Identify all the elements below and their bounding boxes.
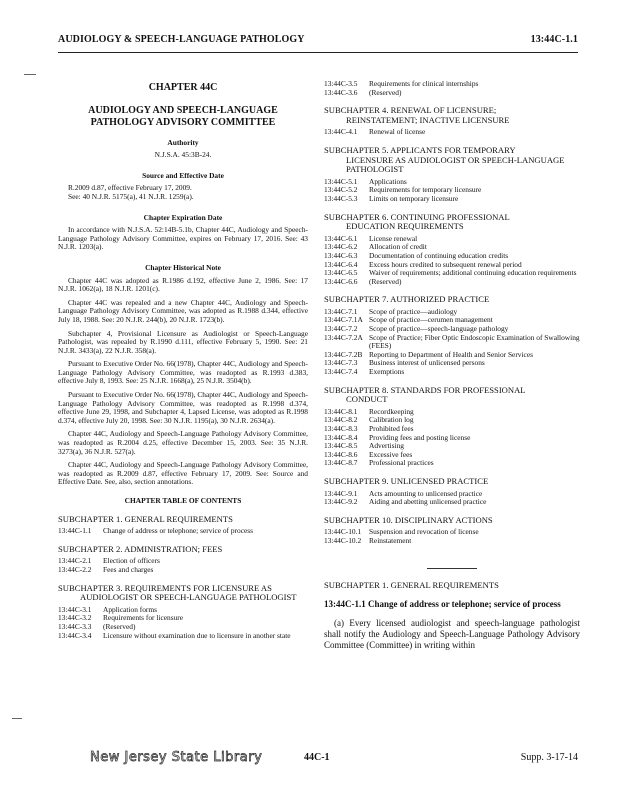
- toc-row[interactable]: 13:44C-9.1 Acts amounting to unlicensed practice: [324, 488, 483, 498]
- toc-row[interactable]: 13:44C-5.1 Applications: [324, 176, 407, 186]
- authority-text: N.J.S.A. 45:3B-24.: [154, 150, 212, 160]
- library-watermark: New Jersey State Library: [90, 750, 263, 765]
- toc-row[interactable]: 13:44C-10.2 Reinstatement: [324, 535, 412, 545]
- subchapter-9: [324, 477, 580, 507]
- toc-row[interactable]: 13:44C-3.2 Requirements for licensure: [58, 613, 184, 623]
- toc-row[interactable]: 13:44C-2.2 Fees and charges: [58, 564, 154, 574]
- subchapter-heading: SUBCHAPTER 2. ADMINISTRATION; FEES: [58, 543, 223, 554]
- history-paragraph: Pursuant to Executive Order No. 66(1978), Chapter 44C, Audiology and Speech-Language Pathology Advisory Committee, was readopted as R.1993 d.383, effective July 8, 1993. See: 25 N.J.R. 1668(a), 25 N.J.R. 3504(b).: [58, 359, 308, 386]
- toc-row[interactable]: 13:44C-5.2 Requirements for temporary licensure: [324, 185, 482, 195]
- toc-row[interactable]: 13:44C-9.2 Aiding and abetting unlicensed practice: [324, 497, 487, 507]
- toc-row[interactable]: 13:44C-2.1 Election of officers: [58, 556, 160, 566]
- toc-row[interactable]: 13:44C-10.1 Suspension and revocation of license: [324, 527, 479, 537]
- chapter-title: AUDIOLOGY AND SPEECH-LANGUAGE PATHOLOGY ADVISORY COMMITTEE: [88, 104, 278, 128]
- toc-row[interactable]: 13:44C-4.1 Renewal of license: [324, 127, 426, 137]
- history-heading: Chapter Historical Note: [145, 262, 221, 272]
- subchapter-heading: SUBCHAPTER 1. GENERAL REQUIREMENTS: [58, 513, 233, 524]
- history-paragraph: Pursuant to Executive Order No. 66(1978), Chapter 44C, Audiology and Speech-Language Pathology Advisory Committee, was readopted as R.1998 d.374, effective June 29, 1998, and Subchapter 4, Lapsed License, was adopted as R.1998 d.374, effective July 20, 1998. See: 30 N.J.R. 1195(a), 30 N.J.R. 2634(a).: [58, 390, 308, 425]
- toc-row[interactable]: 13:44C-3.5 Requirements for clinical internships: [324, 79, 479, 88]
- subchapter-heading: SUBCHAPTER 10. DISCIPLINARY ACTIONS: [324, 514, 493, 525]
- left-column: [58, 80, 308, 640]
- rule-heading: [324, 599, 580, 610]
- toc-row[interactable]: 13:44C-6.2 Allocation of credit: [324, 242, 427, 252]
- expiration-text: In accordance with N.J.S.A. 52:14B-5.1b, Chapter 44C, Audiology and Speech-Language Pathology Advisory Committee, expires on February 17, 2016. See: 43 N.J.R. 1203(a).: [58, 225, 308, 252]
- toc-row[interactable]: 13:44C-1.1 Change of address or telephone; service of process: [58, 526, 254, 536]
- subchapter-10: [324, 516, 580, 546]
- history-paragraph: Chapter 44C was repealed and a new Chapter 44C, Audiology and Speech-Language Pathology Advisory Committee, was adopted as R.1988 d.344, effective July 18, 1988. See: 20 N.J.R. 244(b), 20 N.J.R. 1723(b).: [58, 297, 308, 324]
- subchapter-8: [324, 386, 580, 468]
- subchapter-3: [58, 584, 308, 641]
- rule-number: 13:44C-1.1: [324, 599, 366, 610]
- toc-row[interactable]: 13:44C-3.6 (Reserved): [324, 87, 402, 97]
- toc-row[interactable]: 13:44C-8.2 Calibration log: [324, 415, 414, 425]
- header-rule: [58, 52, 578, 53]
- toc-row[interactable]: 13:44C-3.4 Licensure without examination due to licensure in another state: [58, 630, 291, 640]
- toc-row[interactable]: 13:44C-3.1 Application forms: [58, 604, 157, 614]
- history-paragraph: Chapter 44C, Audiology and Speech-Language Pathology Advisory Committee, was readopted as R.2004 d.25, effective December 15, 2003. See: 35 N.J.R. 3273(a), 36 N.J.R. 527(a).: [58, 429, 308, 456]
- toc-row[interactable]: 13:44C-8.5 Advertising: [324, 441, 404, 451]
- toc-row[interactable]: 13:44C-7.1A Scope of practice—cerumen management: [324, 315, 493, 325]
- subchapter-heading: SUBCHAPTER 5. APPLICANTS FOR TEMPORARY LICENSURE AS AUDIOLOGIST OR SPEECH-LANGUAGE PATHOLOGIST: [324, 144, 565, 175]
- header-section: 13:44C-1.1: [530, 34, 578, 45]
- subchapter-heading: SUBCHAPTER 6. CONTINUING PROFESSIONAL EDUCATION REQUIREMENTS: [324, 211, 510, 232]
- subchapter-6: [324, 213, 580, 287]
- toc-row[interactable]: 13:44C-7.2 Scope of practice—speech-language pathology: [324, 324, 509, 334]
- supplement-date: Supp. 3-17-14: [520, 752, 578, 763]
- source-heading: Source and Effective Date: [142, 170, 224, 180]
- subchapter-4: [324, 106, 580, 137]
- subchapter-heading: SUBCHAPTER 3. REQUIREMENTS FOR LICENSURE AS AUDIOLOGIST OR SPEECH-LANGUAGE PATHOLOGIST: [58, 582, 297, 603]
- toc-row[interactable]: 13:44C-7.2A Scope of Practice; Fiber Optic Endoscopic Examination of Swallowing (FEES): [324, 332, 580, 351]
- toc-row[interactable]: 13:44C-6.3 Documentation of continuing education credits: [324, 250, 509, 260]
- subchapter-2: [58, 545, 308, 575]
- toc-row[interactable]: 13:44C-5.3 Limits on temporary licensure: [324, 193, 459, 203]
- margin-mark: [12, 718, 22, 719]
- toc-row[interactable]: 13:44C-6.1 License renewal: [324, 233, 418, 243]
- toc-row[interactable]: 13:44C-7.2B Reporting to Department of Health and Senior Services: [324, 349, 533, 359]
- toc-row[interactable]: 13:44C-8.6 Excessive fees: [324, 449, 413, 459]
- toc-row[interactable]: 13:44C-7.1 Scope of practice—audiology: [324, 306, 458, 316]
- toc-row[interactable]: 13:44C-8.4 Providing fees and posting license: [324, 432, 471, 442]
- source-text: R.2009 d.87, effective February 17, 2009. See: 40 N.J.R. 5175(a), 41 N.J.R. 1259(a).: [68, 183, 194, 201]
- section-divider: [427, 568, 477, 569]
- history-paragraph: Chapter 44C was adopted as R.1986 d.192, effective June 2, 1986. See: 17 N.J.R. 1062(a), 18 N.J.R. 1201(c).: [58, 275, 308, 294]
- subchapter-heading: SUBCHAPTER 9. UNLICENSED PRACTICE: [324, 475, 489, 486]
- margin-mark: [24, 74, 36, 75]
- toc-row[interactable]: 13:44C-7.3 Business interest of unlicensed persons: [324, 358, 485, 368]
- subchapter-heading: SUBCHAPTER 8. STANDARDS FOR PROFESSIONAL CONDUCT: [324, 384, 526, 405]
- expiration-heading: Chapter Expiration Date: [143, 212, 223, 222]
- history-paragraph: Subchapter 4, Provisional Licensure as Audiologist or Speech-Language Pathologist, was repealed by R.1990 d.111, effective February 5, 1990. See: 21 N.J.R. 3433(a), 22 N.J.R. 358(a).: [58, 328, 308, 355]
- header-title: AUDIOLOGY & SPEECH-LANGUAGE PATHOLOGY: [58, 34, 305, 45]
- toc-row[interactable]: 13:44C-6.6 (Reserved): [324, 276, 402, 286]
- toc-row[interactable]: 13:44C-3.3 (Reserved): [58, 621, 136, 631]
- history-paragraph: Chapter 44C, Audiology and Speech-Language Pathology Advisory Committee, was readopted as R.2009 d.87, effective February 17, 2009. See: Source and Effective Date. See, also, section annotations.: [58, 460, 308, 487]
- toc-row[interactable]: 13:44C-8.3 Prohibited fees: [324, 424, 414, 433]
- toc-row[interactable]: 13:44C-6.4 Excess hours credited to subsequent renewal period: [324, 259, 522, 269]
- chapter-label: CHAPTER 44C: [148, 82, 218, 93]
- toc-heading: CHAPTER TABLE OF CONTENTS: [124, 496, 242, 505]
- subchapter-7: [324, 295, 580, 376]
- toc-row[interactable]: 13:44C-8.7 Professional practices: [324, 458, 434, 468]
- rule-title: Change of address or telephone; service of process: [368, 599, 561, 610]
- subchapter-heading: SUBCHAPTER 4. RENEWAL OF LICENSURE; REINSTATEMENT; INACTIVE LICENSURE: [324, 105, 510, 125]
- subchapter-5: [324, 146, 580, 204]
- toc-row[interactable]: 13:44C-7.4 Exemptions: [324, 367, 405, 377]
- subchapter-1: [58, 515, 308, 536]
- subchapter-heading: SUBCHAPTER 7. AUTHORIZED PRACTICE: [324, 294, 490, 305]
- toc-row[interactable]: 13:44C-8.1 Recordkeeping: [324, 406, 414, 416]
- right-column: [324, 80, 580, 651]
- toc-row[interactable]: 13:44C-6.5 Waiver of requirements; additional continuing education requirements: [324, 268, 577, 278]
- running-header: [58, 34, 578, 45]
- rule-text: (a) Every licensed audiologist and speech-language pathologist shall notify the Audiology and Speech-Language Pathology Advisory Committee (Committee) in writing within: [324, 618, 580, 651]
- authority-heading: Authority: [167, 137, 199, 147]
- body-subchapter-heading: SUBCHAPTER 1. GENERAL REQUIREMENTS: [324, 579, 499, 590]
- page-number: 44C-1: [304, 752, 330, 763]
